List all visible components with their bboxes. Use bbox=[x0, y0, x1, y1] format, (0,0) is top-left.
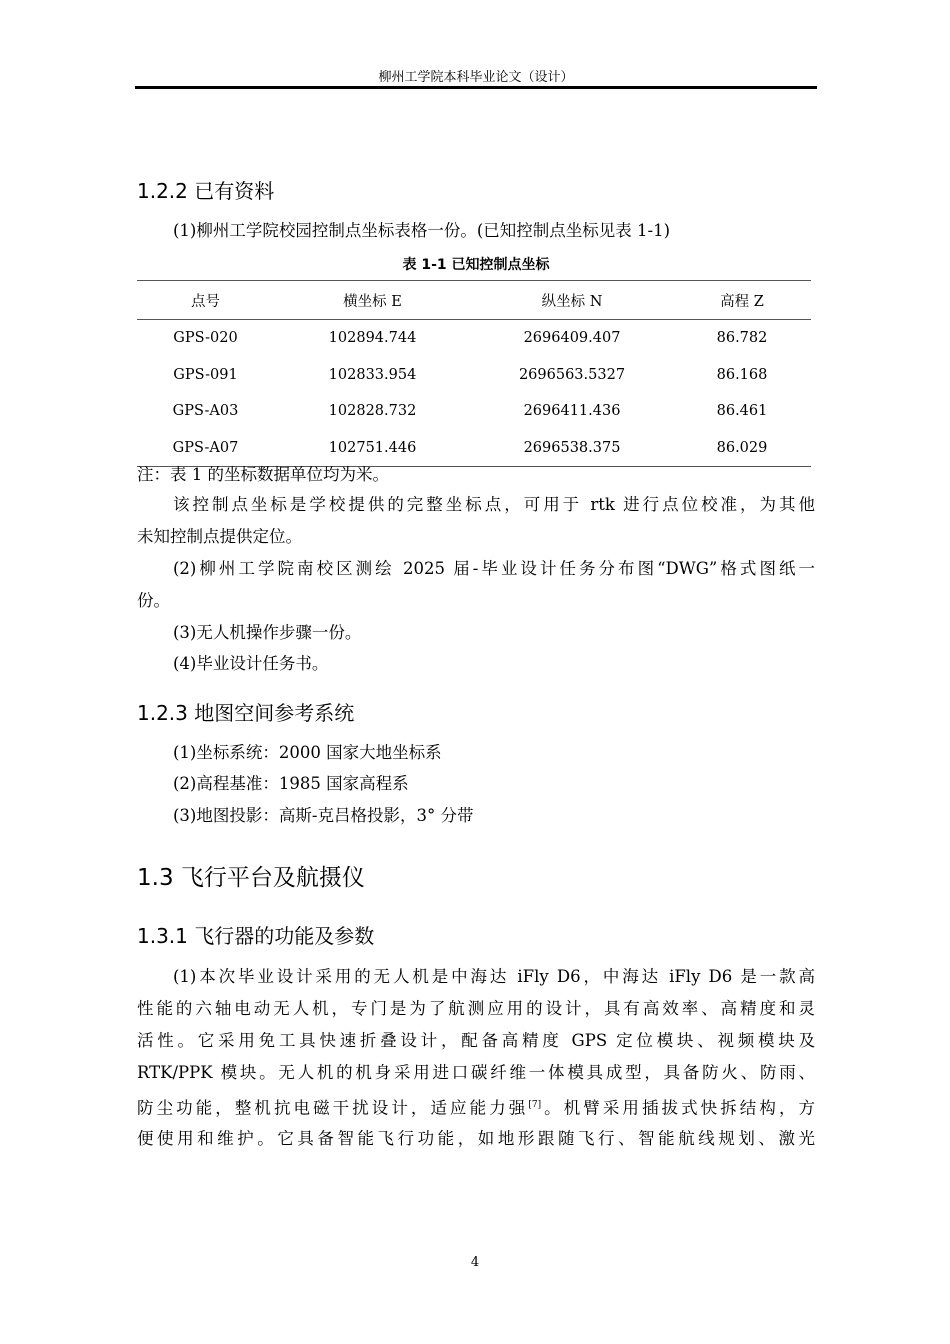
paragraph-line: 便使用和维护。它具备智能飞行功能，如地形跟随飞行、智能航线规划、激光 bbox=[137, 1129, 815, 1148]
table-row bbox=[137, 320, 811, 357]
paragraph: (3)无人机操作步骤一份。 bbox=[173, 623, 362, 642]
column-header: 高程 Z bbox=[720, 293, 764, 310]
paragraph-line: 份。 bbox=[137, 591, 170, 610]
cell: 86.461 bbox=[716, 403, 768, 420]
paragraph-line: 未知控制点提供定位。 bbox=[137, 527, 302, 546]
paragraph-line: 该控制点坐标是学校提供的完整坐标点，可用于 rtk 进行点位校准，为其他 bbox=[173, 495, 815, 514]
table-row bbox=[137, 357, 811, 394]
cell: 102828.732 bbox=[328, 403, 417, 420]
cell: 86.029 bbox=[716, 439, 768, 456]
column-header: 纵坐标 N bbox=[541, 293, 603, 310]
paragraph-line: (2)柳州工学院南校区测绘 2025 届-毕业设计任务分布图“DWG”格式图纸一 bbox=[173, 559, 815, 578]
paragraph-line: RTK/PPK 模块。无人机的机身采用进口碳纤维一体模具成型，具备防火、防雨、 bbox=[137, 1063, 815, 1082]
section-heading-1-3-1: 1.3.1 飞行器的功能及参数 bbox=[137, 924, 375, 948]
table-header-row bbox=[137, 281, 811, 320]
paragraph: (4)毕业设计任务书。 bbox=[173, 654, 329, 673]
cell: 2696409.407 bbox=[523, 330, 621, 347]
paragraph-line: (1)本次毕业设计采用的无人机是中海达 iFly D6，中海达 iFly D6 是一款高 bbox=[173, 967, 815, 986]
section-heading-1-2-3: 1.2.3 地图空间参考系统 bbox=[137, 701, 355, 725]
cell: 2696563.5327 bbox=[518, 366, 626, 383]
cell: 102894.744 bbox=[328, 330, 417, 347]
cell: 2696411.436 bbox=[523, 403, 621, 420]
paragraph-line bbox=[137, 1095, 815, 1119]
cell: 102751.446 bbox=[328, 439, 417, 456]
text: 。机臂采用插拔式快拆结构，方 bbox=[541, 1098, 816, 1118]
list-item: (3)地图投影：高斯-克吕格投影，3° 分带 bbox=[173, 806, 474, 825]
page-number: 4 bbox=[470, 1255, 480, 1270]
cell: GPS-A03 bbox=[172, 403, 239, 420]
cell: GPS-A07 bbox=[172, 439, 239, 456]
cell: 102833.954 bbox=[328, 366, 417, 383]
table-note: 注：表 1 的坐标数据单位均为米。 bbox=[137, 465, 389, 484]
section-heading-1-2-2: 1.2.2 已有资料 bbox=[137, 179, 275, 203]
text: 防尘功能，整机抗电磁干扰设计，适应能力强 bbox=[137, 1098, 529, 1118]
paragraph-line: 活性。它采用免工具快速折叠设计，配备高精度 GPS 定位模块、视频模块及 bbox=[137, 1031, 815, 1050]
cell: GPS-091 bbox=[173, 366, 238, 383]
cell: 86.168 bbox=[716, 366, 768, 383]
table-row bbox=[137, 393, 811, 430]
column-header: 点号 bbox=[191, 293, 220, 310]
paragraph: (1)柳州工学院校园控制点坐标表格一份。(已知控制点坐标见表 1-1) bbox=[173, 221, 671, 240]
list-item: (1)坐标系统：2000 国家大地坐标系 bbox=[173, 743, 442, 762]
column-header: 横坐标 E bbox=[343, 293, 402, 310]
table-row bbox=[137, 430, 811, 467]
list-item: (2)高程基准：1985 国家高程系 bbox=[173, 774, 409, 793]
paragraph-line: 性能的六轴电动无人机，专门是为了航测应用的设计，具有高效率、高精度和灵 bbox=[137, 999, 815, 1018]
cell: 86.782 bbox=[716, 330, 768, 347]
control-point-table bbox=[137, 280, 811, 467]
table-caption: 表 1-1 已知控制点坐标 bbox=[402, 257, 550, 273]
header-rule bbox=[135, 86, 817, 89]
citation: [7] bbox=[528, 1100, 542, 1110]
running-header: 柳州工学院本科毕业论文（设计） bbox=[378, 70, 574, 85]
cell: 2696538.375 bbox=[523, 439, 621, 456]
cell: GPS-020 bbox=[173, 330, 238, 347]
section-heading-1-3: 1.3 飞行平台及航摄仪 bbox=[137, 865, 365, 891]
